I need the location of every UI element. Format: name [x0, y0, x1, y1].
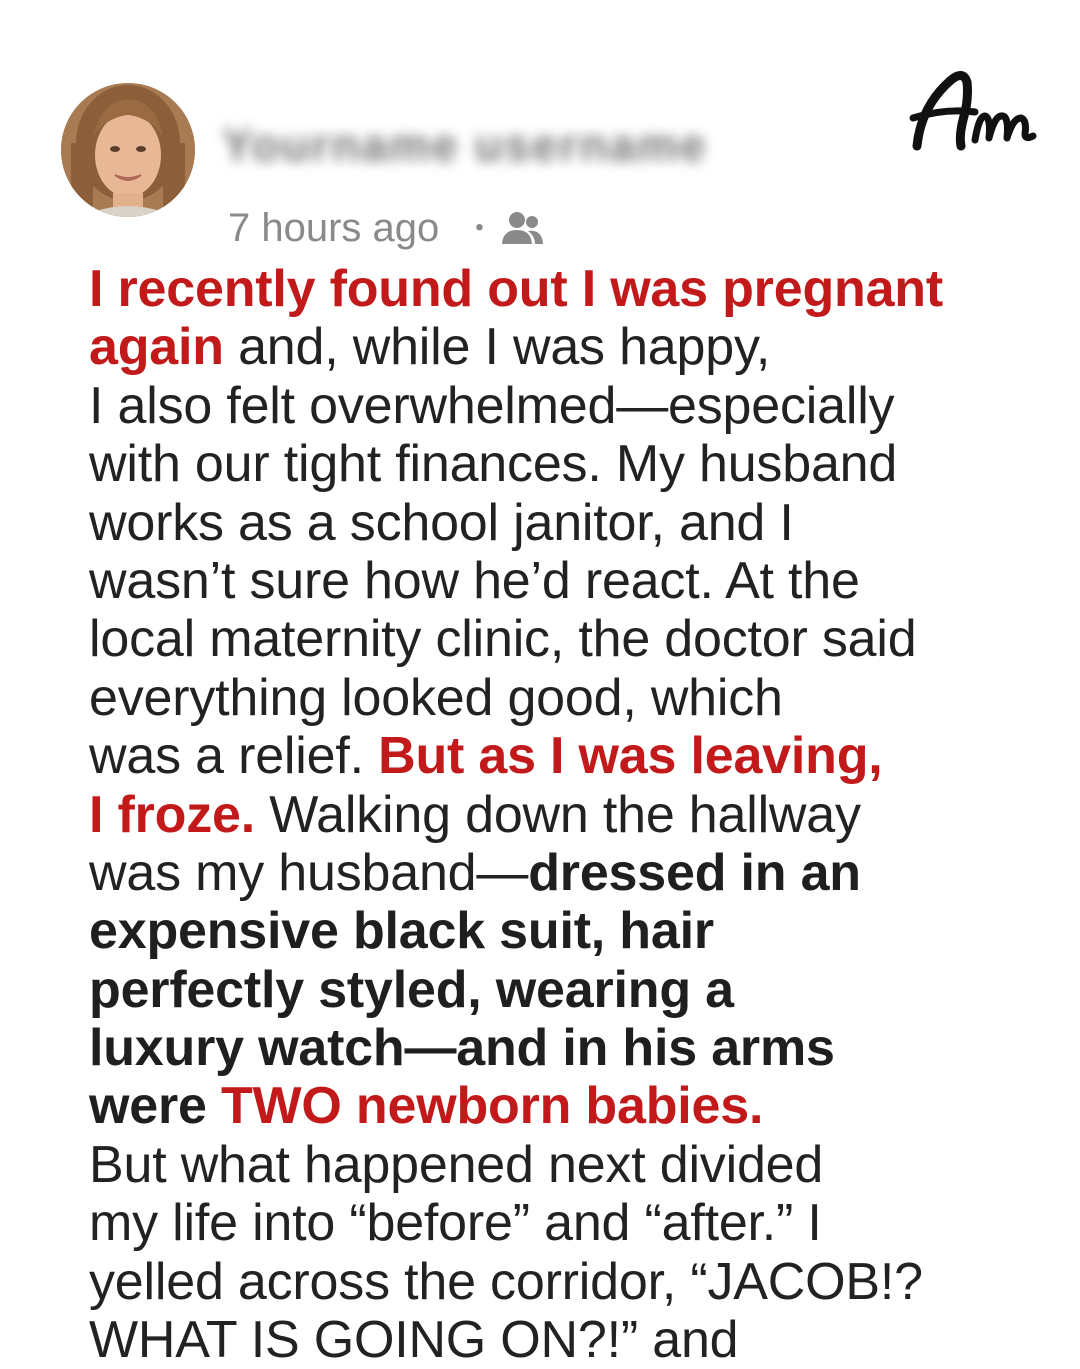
story-line: everything looked good, which: [89, 668, 783, 727]
highlight-text: I recently found out I was pregnant: [89, 260, 943, 318]
story-line: [89, 318, 1049, 376]
story-line: works as a school janitor, and I: [89, 493, 794, 552]
story-line: [89, 844, 1049, 902]
story-line: local maternity clinic, the doctor said: [89, 610, 917, 669]
story-line: luxury watch—and in his arms: [89, 1019, 835, 1078]
highlight-text: TWO newborn babies.: [220, 1077, 764, 1136]
story-line: I also felt overwhelmed—especially: [89, 376, 895, 435]
story-line: WHAT IS GOING ON?!” and: [89, 1311, 739, 1369]
story-text: [89, 260, 1049, 1369]
author-name[interactable]: Yourname username: [222, 119, 708, 171]
story-line: with our tight finances. My husband: [89, 435, 898, 494]
post-meta: [228, 203, 546, 253]
story-line: my life into “before” and “after.” I: [89, 1194, 822, 1253]
story-line: [89, 260, 1049, 318]
highlight-text: I froze.: [89, 785, 255, 844]
body-text: Walking down the hallway: [254, 785, 861, 844]
bold-text: were: [89, 1077, 221, 1136]
timestamp: 7 hours ago: [228, 205, 440, 250]
story-line: [89, 727, 1049, 785]
body-text: was my husband—: [89, 843, 529, 902]
story-line: [89, 1077, 1049, 1135]
body-text: was a relief.: [89, 727, 379, 786]
story-line: wasn’t sure how he’d react. At the: [89, 551, 860, 610]
story-line: expensive black suit, hair: [89, 902, 714, 961]
profile-photo: [61, 83, 195, 217]
story-line: But what happened next divided: [89, 1135, 824, 1194]
avatar[interactable]: [61, 83, 195, 217]
story-line: yelled across the corridor, “JACOB!?: [89, 1252, 923, 1311]
body-text: and, while I was happy,: [223, 318, 771, 377]
friends-icon[interactable]: [498, 208, 546, 248]
story-line: perfectly styled, wearing a: [89, 960, 734, 1019]
story-line: [89, 786, 1049, 844]
bold-text: dressed in an: [528, 843, 861, 902]
brand-logo[interactable]: [905, 60, 1045, 160]
highlight-text: again: [89, 318, 224, 377]
highlight-text: But as I was leaving,: [378, 727, 883, 786]
separator-dot: •: [475, 214, 484, 241]
